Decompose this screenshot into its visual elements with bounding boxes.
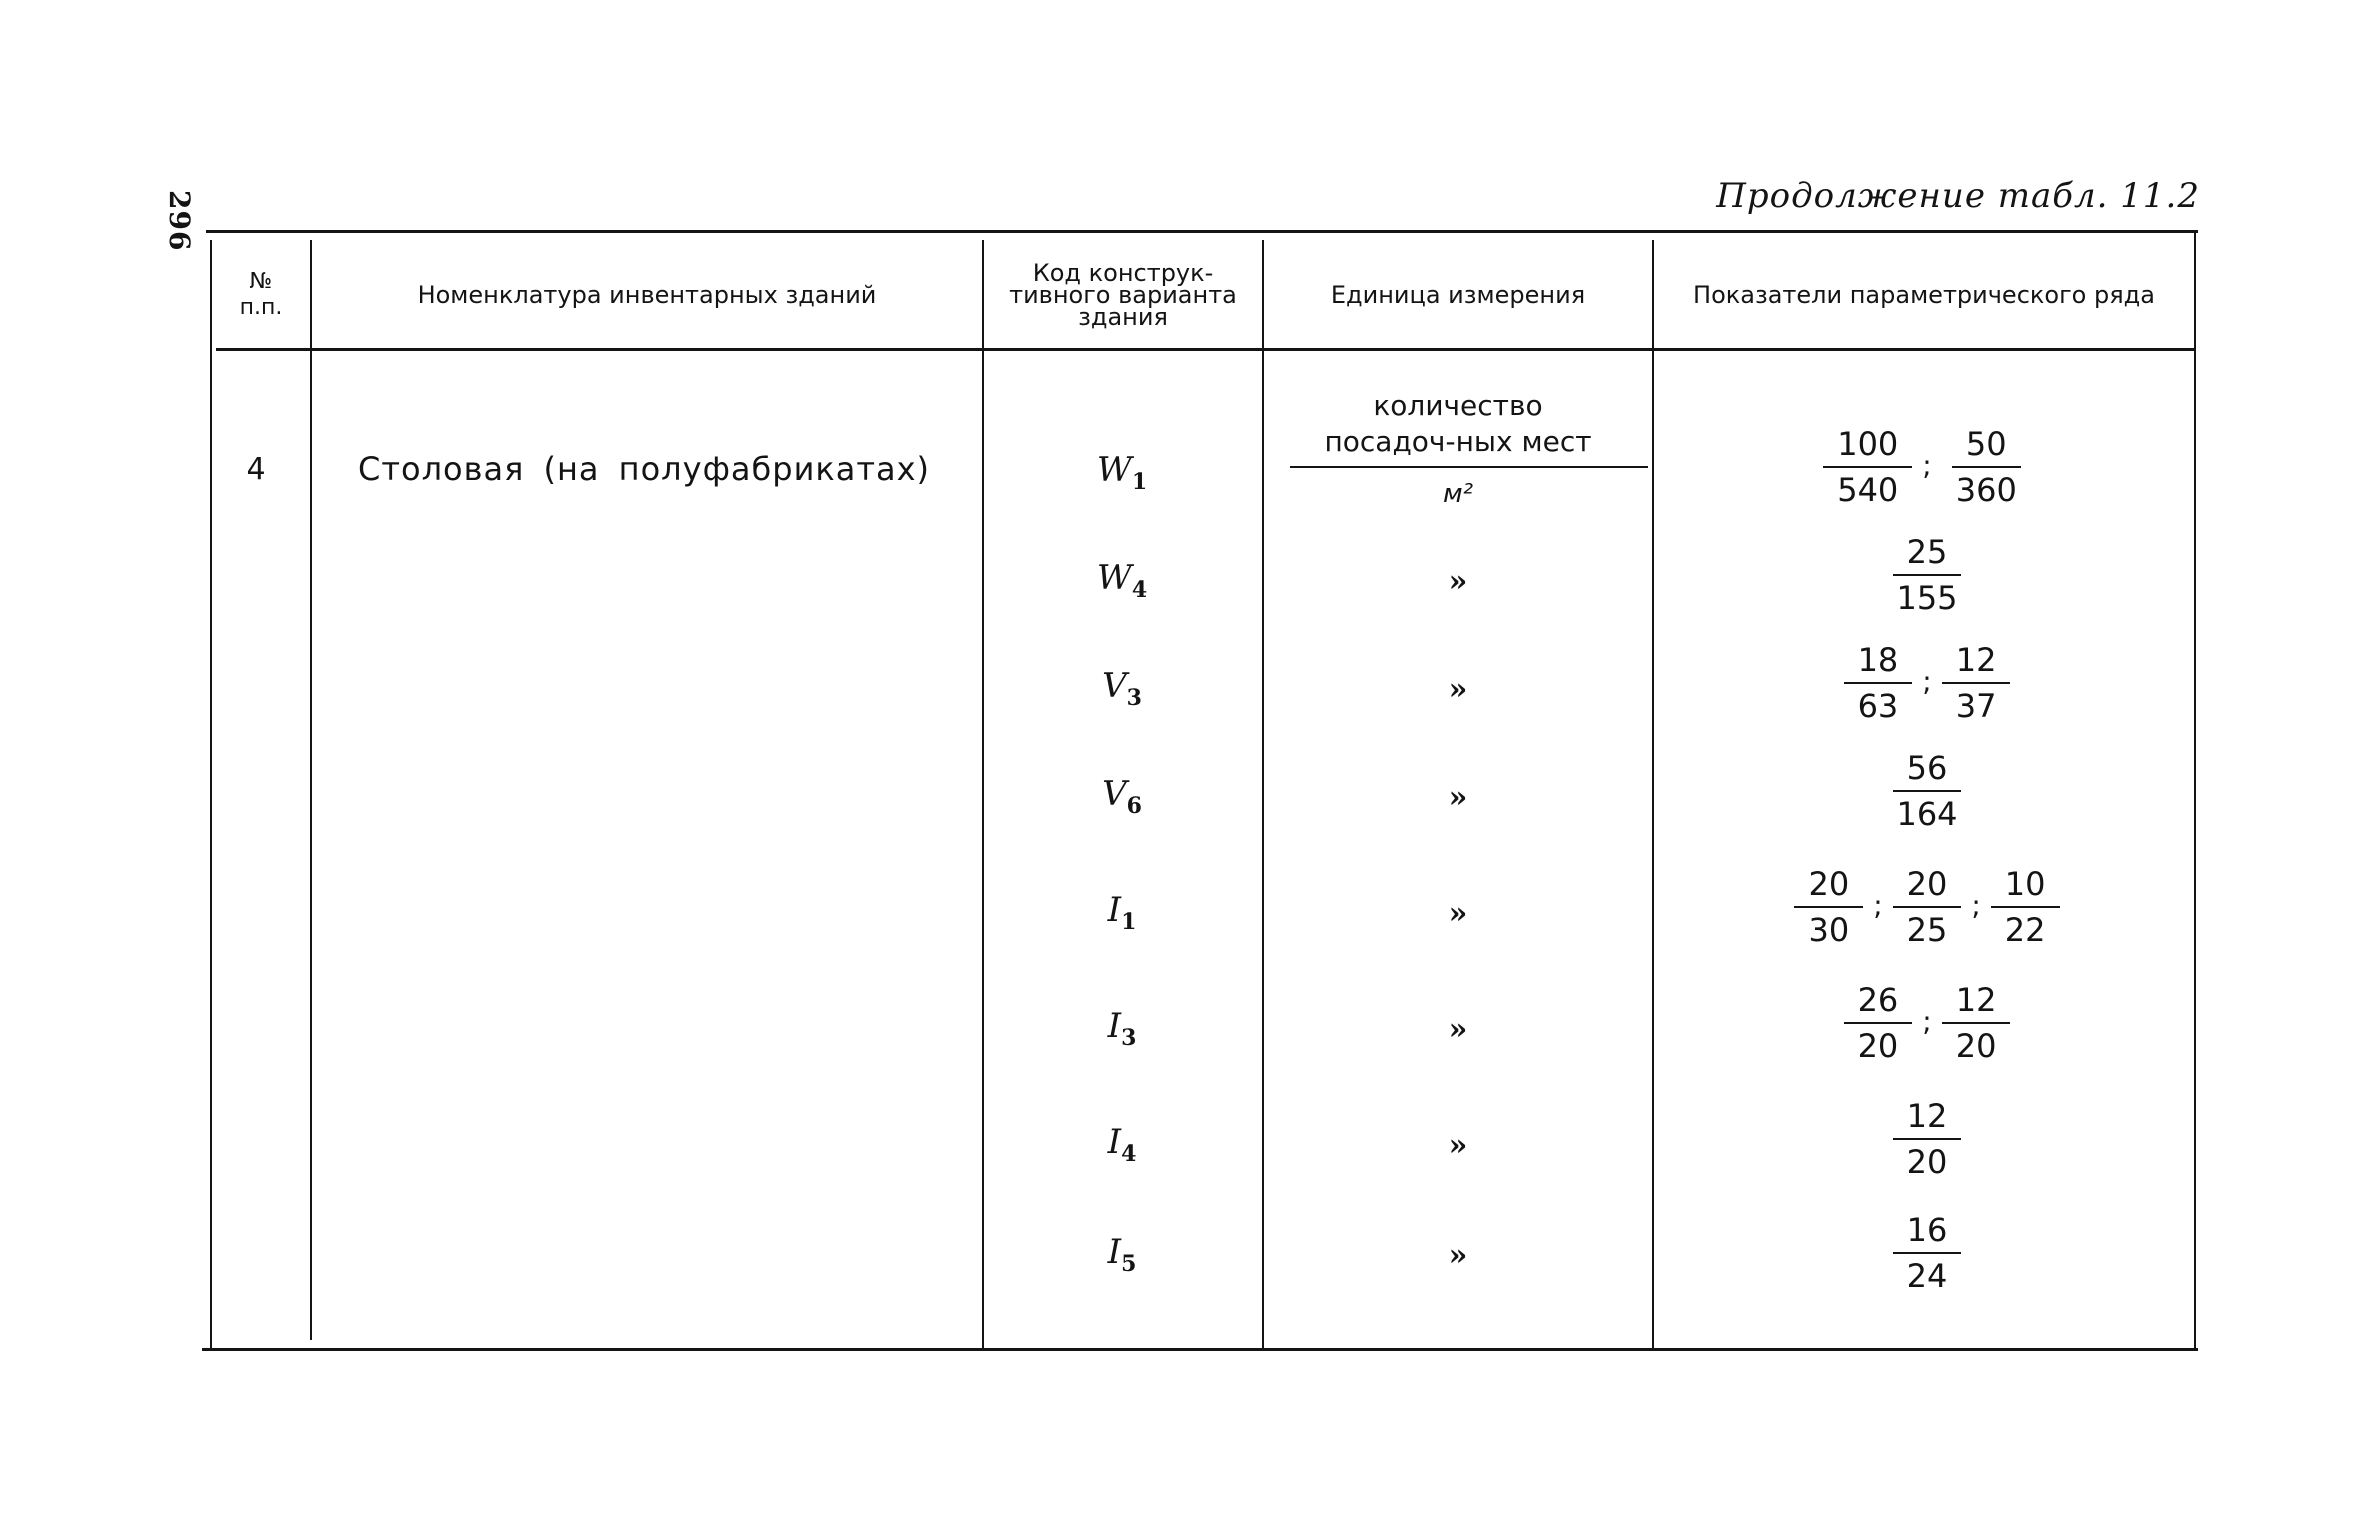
header-num-text: № п.п. [239, 269, 283, 320]
ditto-mark: » [1448, 780, 1468, 815]
unit-denominator: м² [1442, 479, 1474, 509]
separator: ; [1922, 1004, 1932, 1038]
variant-values [1656, 1098, 2198, 1180]
fraction: $\frac{12}{20}$ [1942, 982, 2011, 1064]
variant-code: $I_1$ [1107, 890, 1137, 935]
fraction: $\frac{56}{164}$ [1882, 750, 1971, 832]
table-top-rule [206, 230, 2198, 233]
table-bottom-rule [202, 1348, 2198, 1351]
ditto-mark: » [1448, 1012, 1468, 1047]
fraction: $\frac{25}{155}$ [1882, 534, 1971, 616]
unit-fraction-rule [1290, 466, 1648, 468]
col-rule-1 [310, 240, 312, 1340]
variant-code: $V_6$ [1102, 774, 1142, 819]
separator: ; [1922, 664, 1932, 698]
col-rule-4 [1652, 240, 1654, 1348]
variant-code: $I_4$ [1107, 1122, 1137, 1167]
variant-values [1656, 750, 2198, 832]
fraction: $\frac{100}{540}$ [1823, 426, 1912, 508]
header-values-text: Показатели параметрического ряда [1693, 281, 2155, 309]
row-number: 4 [246, 452, 266, 487]
variant-code: $V_3$ [1102, 666, 1142, 711]
header-code-text: Код конструк-тивного варианта здания [1009, 259, 1237, 331]
variant-values [1656, 642, 2198, 724]
ditto-mark: » [1448, 672, 1468, 707]
variant-values [1656, 866, 2198, 948]
header-code [984, 240, 1262, 350]
page-number: 296 [163, 190, 196, 252]
header-num [212, 240, 310, 350]
fraction: $\frac{20}{30}$ [1794, 866, 1863, 948]
table-left-rule [210, 240, 212, 1348]
fraction: $\frac{12}{37}$ [1942, 642, 2011, 724]
fraction: $\frac{10}{22}$ [1991, 866, 2060, 948]
header-name-text: Номенклатура инвентарных зданий [417, 281, 877, 309]
fraction: $\frac{16}{24}$ [1893, 1212, 1962, 1294]
ditto-mark: » [1448, 896, 1468, 931]
ditto-mark: » [1448, 564, 1468, 599]
building-name: Столовая (на полуфабрикатах) [358, 450, 930, 488]
unit-numerator: количество посадоч-ных мест [1324, 389, 1592, 458]
variant-values [1656, 982, 2198, 1064]
ditto-mark: » [1448, 1128, 1468, 1163]
variant-code: $W_4$ [1096, 558, 1148, 603]
separator: ; [1922, 448, 1932, 482]
variant-code: $W_1$ [1096, 450, 1148, 495]
variant-code: $I_3$ [1107, 1006, 1137, 1051]
header-name [312, 240, 982, 350]
header-values [1654, 240, 2194, 350]
separator: ; [1971, 888, 1981, 922]
separator: ; [1873, 888, 1883, 922]
fraction: $\frac{18}{63}$ [1844, 642, 1913, 724]
fraction: $\frac{50}{360}$ [1942, 426, 2031, 508]
fraction: $\frac{26}{20}$ [1844, 982, 1913, 1064]
header-unit [1264, 240, 1652, 350]
ditto-mark: » [1448, 1238, 1468, 1273]
parameter-table [206, 230, 2198, 1350]
variant-values [1656, 534, 2198, 616]
unit-of-measure [1268, 388, 1648, 512]
variant-values [1656, 426, 2198, 508]
fraction: $\frac{12}{20}$ [1893, 1098, 1962, 1180]
continuation-label: Продолжение табл. 11.2 [1716, 176, 2200, 216]
col-rule-3 [1262, 240, 1264, 1348]
fraction: $\frac{20}{25}$ [1893, 866, 1962, 948]
variant-values [1656, 1212, 2198, 1294]
variant-code: $I_5$ [1107, 1232, 1137, 1277]
header-unit-text: Единица измерения [1330, 281, 1586, 309]
